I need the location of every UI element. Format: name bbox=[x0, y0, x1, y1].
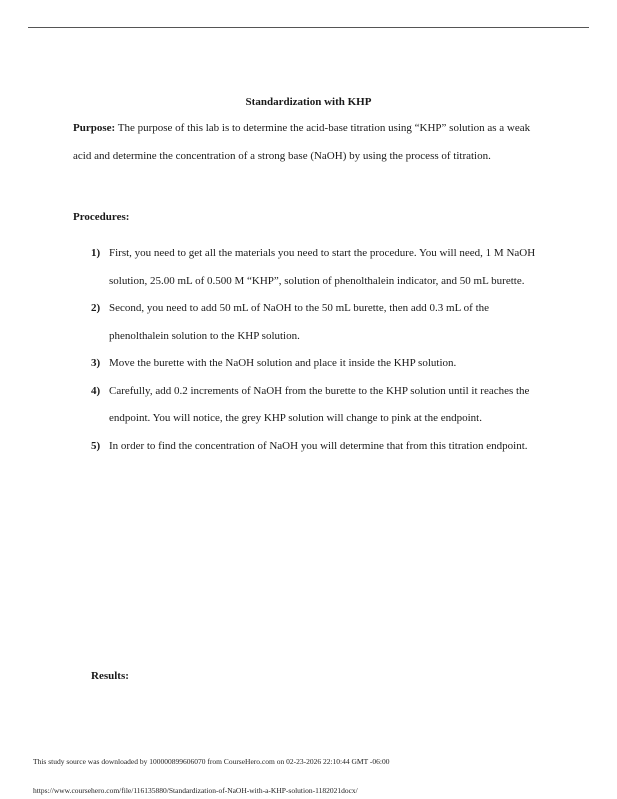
document-title: Standardization with KHP bbox=[245, 96, 372, 108]
step-number: 3) bbox=[91, 357, 101, 369]
step-number: 1) bbox=[91, 247, 101, 259]
step-number: 5) bbox=[91, 439, 101, 452]
download-notice: This study source was downloaded by 100000899606070 from CourseHero.com on 02-23-2026 22:10:44 GMT -06:00 bbox=[33, 757, 390, 766]
procedure-step-5 bbox=[91, 433, 551, 461]
purpose-label: Purpose: bbox=[73, 122, 116, 134]
purpose-text: The purpose of this lab is to determine the acid-base titration using “KHP” solution as a weak acid and determine the concentration of a strong base (NaOH) by using the process of titration. bbox=[73, 122, 531, 162]
step-text: First, you need to get all the materials you need to start the procedure. You will need, 1 M NaOH solution, 25.00 mL of 0.500 M “KHP”, solution of phenolthalein indicator, and 50 mL burette. bbox=[109, 247, 536, 287]
step-number: 4) bbox=[91, 384, 101, 397]
header-divider bbox=[28, 27, 589, 28]
procedures-heading: Procedures: bbox=[73, 211, 130, 223]
results-heading: Results: bbox=[91, 670, 129, 682]
procedure-step-3 bbox=[91, 350, 551, 378]
step-text: Second, you need to add 50 mL of NaOH to the 50 mL burette, then add 0.3 mL of the phenolthalein solution to the KHP solution. bbox=[109, 302, 490, 342]
procedure-step-1 bbox=[91, 240, 551, 295]
purpose-paragraph bbox=[73, 115, 551, 170]
source-url-link[interactable]: https://www.coursehero.com/file/116135880/Standardization-of-NaOH-with-a-KHP-solution-1182021docx/ bbox=[33, 786, 358, 795]
procedure-step-4 bbox=[91, 378, 551, 433]
procedure-steps-list bbox=[91, 240, 551, 460]
step-number: 2) bbox=[91, 302, 101, 314]
step-text: Carefully, add 0.2 increments of NaOH from the burette to the KHP solution until it reaches the endpoint. You will notice, the grey KHP solution will change to pink at the endpoint. bbox=[109, 384, 530, 424]
step-text: Move the burette with the NaOH solution and place it inside the KHP solution. bbox=[109, 357, 457, 369]
procedure-step-2 bbox=[91, 295, 551, 350]
step-text: In order to find the concentration of NaOH you will determine that from this titration endpoint. bbox=[109, 439, 528, 452]
